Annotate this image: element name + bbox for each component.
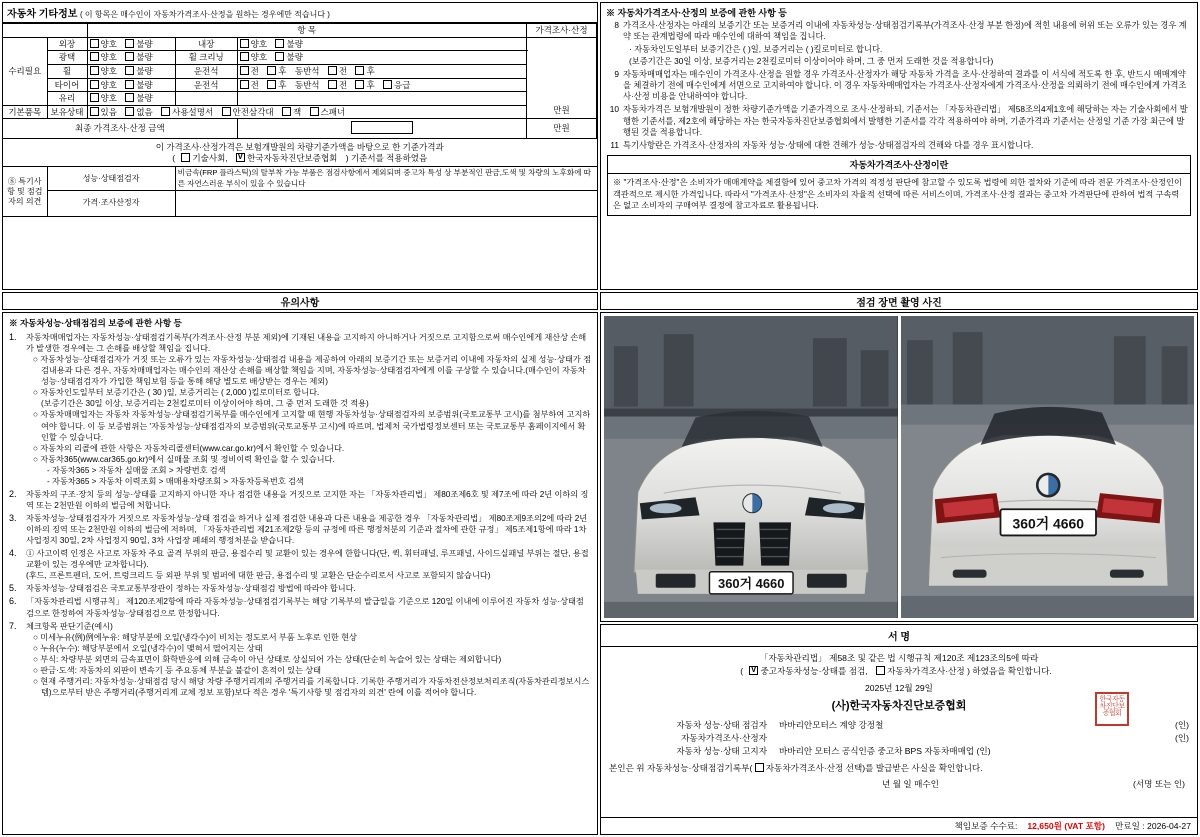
notice-item-1 (9, 332, 591, 354)
notice-item-2 (9, 489, 591, 511)
basis-line1: 이 가격조사·산정가격은 보험개발원의 차량기준가액을 바탕으로 한 기준가격과 (155, 142, 444, 152)
checkbox-tire-driver-rear[interactable] (267, 80, 276, 89)
label-basis-engineer: 기술사회, (192, 152, 228, 163)
unit-manwon: 만원 (553, 104, 570, 115)
col-price-header: 가격조사·산정 (527, 24, 597, 38)
front-plate-text: 360거 4660 (718, 575, 785, 591)
checkbox-tire-driver-front[interactable] (240, 80, 249, 89)
notice-sub-1-paren: (보증기간은 30일 이상, 보증거리는 2천킬로미터 이상이어야 하며, 그 중 먼저 도래한 것 적용) (41, 399, 369, 409)
criteria-1: ○ 미세누유(例)例에누유: 해당부분에 오일(냉각수)이 비치는 정도로서 부품 노후로 인한 현상 (33, 632, 591, 643)
photo-rear-view (901, 316, 1195, 618)
notice-item-3 (9, 513, 591, 546)
checkbox-basic-none[interactable] (125, 107, 134, 116)
label-price-appraisal: 자동차가격조사·산정 ) 하였음을 확인합니다. (887, 665, 1052, 676)
definition-body: ※ "가격조사·산정"은 소비자가 매매계약을 체결함에 있어 중고차 가격의 적정성 판단에 참고할 수 있도록 법령에 의한 절차와 기준에 따라 전문 가격조사·산정인이 객관적으로 제시한 가격입니다. 따라서 "가격조사·산정"은 소비자의 자율적 선택에 따른 서비스이며, 가격조사·산정 결과는 중고차 가격판단에 관하여 법적 구속력은 없고 소비자의 구매여부 결정에 참고자료로 활용됩니다. (613, 178, 1182, 211)
buyer-confirm-opt: 자동차가격조사·산정 선택)를 발급받은 사실을 확인합니다. (765, 762, 983, 773)
checkbox-tire-bad[interactable] (125, 80, 134, 89)
label-basic-manual: 사용설명서 (172, 106, 214, 117)
notice-item-7-number: 7. (9, 620, 17, 631)
label-wheel-pass-front: 전 (338, 65, 348, 76)
row-label-repair: 수리필요 (3, 37, 47, 105)
checkbox-wheelclean-good[interactable] (240, 52, 249, 61)
notice-sub-1-1: ○ 자동차성능·상태점검자가 거짓 또는 오류가 있는 자동차성능·상태점검 내용을 제공하여 아래의 보증기간 또는 보증거리 이내에 자동차의 실제 성능·상태가 점검내용과 다른 경우, 자동차매매업자는 매수인의 재산상 손해를 배상할 책임을 지며, 자동차성능·상태점검자에게 이를 구상할 수 있습니다.(매수인이 자동차성능·상태점검자가 가입한 책임보험 등을 통해 해당 별도로 배상받는 경우는 제외) (33, 354, 591, 387)
notice-item-4-number: 4. (9, 548, 17, 559)
text-wheel-passenger: 동반석 (294, 65, 320, 76)
warranty-heading: ※ 자동차가격조사·산정의 보증에 관한 사항 등 (606, 8, 787, 18)
other-vehicle-info-panel (2, 2, 598, 290)
warranty-item-11-text: 특기사항란은 가격조사·산정자의 자동차 성능·상태에 대한 견해가 성능·상태점검자의 견해와 다를 경우 표시합니다. (623, 139, 1034, 150)
checkbox-interior-bad[interactable] (275, 39, 284, 48)
price-appraisal-warranty-panel (600, 2, 1198, 290)
appraisal-definition-box (607, 155, 1191, 215)
checkbox-tire-pass-rear[interactable] (355, 80, 364, 89)
warranty-item-9-number: 9 (614, 68, 619, 79)
label-wheel-driver-front: 전 (250, 65, 259, 76)
panel-subtitle: ( 이 항목은 매수인이 자동차가격조사·산정을 원하는 경우에만 적습니다 ) (80, 10, 330, 19)
label-polish-good: 양호 (100, 52, 117, 63)
other-info-table (3, 23, 597, 217)
checkbox-wheel-pass-rear[interactable] (355, 66, 364, 75)
opinion-inspector-text: 비금속(FRP 플라스틱)의 탈부착 가능 부품은 점검사항에서 제외되며 중고차 특성 상 부분적인 판금,도색 및 차량의 노후화에 따른 자연스러운 부식이 있을 수 있습니다 (175, 167, 596, 191)
opinion-appraiser-label: 가격·조사산정자 (47, 190, 175, 216)
label-glass-bad: 불량 (136, 93, 153, 104)
text-wheel-driver: 운전석 (193, 65, 219, 76)
signer-label-notifier: 자동차 성능·상태 고지자 (676, 745, 767, 756)
org-name: (사)한국자동차진단보증협회 (831, 699, 967, 712)
checkbox-wheelclean-bad[interactable] (275, 52, 284, 61)
checkbox-wheel-driver-front[interactable] (240, 66, 249, 75)
checkbox-performance-check[interactable] (749, 666, 758, 675)
label-tire-bad: 불량 (136, 79, 153, 90)
checkbox-glass-good[interactable] (90, 93, 99, 102)
panel-header (3, 3, 597, 23)
fee-label: 책임보증 수수료: (954, 821, 1018, 831)
col-item-header: 항 목 (87, 24, 527, 38)
basis-line2[interactable] (11, 153, 589, 164)
label-exterior-bad: 불량 (136, 38, 153, 49)
label-basis-kaaa: 한국자동차진단보증협회 (247, 152, 338, 163)
photo-front-view (604, 316, 898, 618)
cell-wheel-options[interactable] (87, 64, 175, 78)
checkbox-polish-bad[interactable] (125, 52, 134, 61)
fee-expiry: 만료일 : 2026-04-27 (1114, 821, 1191, 831)
notice-item-5 (9, 583, 591, 594)
criteria-2: ○ 누유(누수): 해당부분에서 오일(냉각수)이 맺혀서 떨어지는 상태 (33, 643, 591, 654)
label-polish-bad: 불량 (136, 52, 153, 63)
notice-item-4 (9, 548, 591, 570)
signature-title: 서 명 (601, 625, 1197, 647)
cell-glass-empty1 (175, 92, 237, 106)
buyer-confirm-line[interactable] (609, 762, 1189, 775)
checkbox-exterior-good[interactable] (90, 39, 99, 48)
label-tire-good: 양호 (100, 79, 117, 90)
warranty-item-11 (607, 140, 1191, 151)
opinion-appraiser-text (175, 190, 596, 216)
signer-label-inspector: 자동차 성능·상태 점검자 (676, 720, 767, 731)
checkbox-wheel-bad[interactable] (125, 66, 134, 75)
cell-tire-label: 타이어 (47, 78, 87, 92)
label-tire-driver-front: 전 (250, 79, 259, 90)
signature-paren-open: ( (740, 665, 744, 676)
label-tire-driver-rear: 후 (278, 79, 287, 90)
checkbox-basic-spanner[interactable] (310, 107, 319, 116)
label-basic-spanner: 스패너 (320, 106, 346, 117)
warranty-item-11-number: 11 (610, 139, 619, 150)
checkbox-exterior-bad[interactable] (125, 39, 134, 48)
label-basic-jack: 잭 (293, 106, 302, 117)
criteria-4: ○ 판금·도색: 자동차의 외판이 변속기 등 주요동체 부분을 불같이 흔적이 있는 상태 (33, 665, 591, 676)
final-amount-unit: 만원 (527, 119, 597, 139)
row-label-basic: 기본품목 (3, 105, 47, 119)
basis-explain (3, 139, 597, 167)
buyer-date-line: 년 월 일 매수인 (882, 778, 939, 789)
cell-tire-driver-label: 운전석 (175, 78, 237, 92)
label-glass-good: 양호 (100, 93, 117, 104)
cell-glass-label: 유리 (47, 92, 87, 106)
photo-section-title: 점검 장면 촬영 사진 (856, 297, 942, 309)
checkbox-interior-good[interactable] (240, 39, 249, 48)
signer-value-inspector: 바바리안모터스 계양 강정철 (779, 720, 884, 731)
notice-sub-1-4: ○ 자동차의 리콜에 관한 사항은 자동차리콜센터(www.car.go.kr)에서 확인할 수 있습니다. (33, 443, 591, 454)
criteria-5: ○ 현재 주행거리: 자동차성능·상태점검 당시 해당 차량 주행거리계의 주행거리를 기록합니다. 기록한 주행거리가 자동차전산정보처리조직(자동차관리정보시스템)으로부터 받은 주행거리(주행거리계 교체 정보 포함)보다 적은 경우 '특기사항 및 점검자의 의견' 란에 이를 적어야 합니다. (33, 676, 591, 698)
org-line (609, 695, 1189, 718)
label-wheel-pass-rear: 후 (366, 65, 375, 76)
cell-tire-positions[interactable] (237, 78, 526, 92)
checkbox-tire-good[interactable] (90, 80, 99, 89)
cell-wheelclean-label: 휠 크리닝 (175, 51, 237, 65)
notice-item-6 (9, 596, 591, 618)
warranty-item-9 (607, 69, 1191, 103)
row-label-opinion: ⑧ 특기사항 및 점검자의 의견 (3, 167, 47, 217)
cell-wheelclean-options[interactable] (237, 51, 526, 65)
signature-date: 2025년 12월 29일 (865, 682, 933, 693)
cell-basic-options[interactable] (87, 105, 527, 119)
label-interior-good: 양호 (250, 38, 268, 49)
label-tire-pass-rear: 후 (366, 79, 375, 90)
official-seal-stamp: 한국자동차진단보증협회 (1095, 692, 1129, 726)
final-amount-input[interactable] (237, 119, 526, 139)
signer-seal-appraiser: (인) (1174, 733, 1189, 744)
notice-dash-1: - 자동차365 > 자동차 실매물 조회 > 차량번호 검색 (47, 465, 226, 475)
cell-glass-empty2 (237, 92, 526, 106)
notice-sub-1-2: ○ 자동차인도일부터 보증기간은 ( 30 )일, 보증거리는 ( 2,000 )킬로미터로 합니다. (33, 387, 591, 398)
signer-row-notifier (609, 745, 1189, 758)
signer-value-appraiser (779, 732, 1155, 745)
label-wheel-bad: 불량 (136, 65, 153, 76)
text-tire-passenger: 동반석 (294, 79, 320, 90)
notice-body (2, 312, 598, 835)
signature-law-line1: 「자동차관리법」 제58조 및 같은 법 시행규칙 제120조 제123조의5에 따라 (759, 653, 1039, 663)
label-interior-bad: 불량 (286, 38, 303, 49)
checkbox-wheel-pass-front[interactable] (328, 66, 337, 75)
price-col-unit (527, 37, 597, 119)
signer-row-appraiser (609, 732, 1189, 745)
label-wheelclean-bad: 불량 (286, 52, 303, 63)
notice-item-5-text: 자동차성능·상태점검은 국토교통부장관이 정하는 자동차성능·상태점검 방법에 따라야 합니다. (26, 584, 356, 594)
rear-plate-text: 360거 4660 (1011, 515, 1084, 532)
warranty-item-8 (607, 20, 1191, 42)
warranty-item-10 (607, 104, 1191, 138)
label-basic-triangle: 안전삼각대 (232, 106, 274, 117)
signer-seal-inspector: (인) (1174, 720, 1189, 731)
cell-wheel-positions[interactable] (237, 64, 526, 78)
notice-item-1-number: 1. (9, 332, 17, 342)
notice-section-title: 유의사항 (280, 297, 320, 309)
checkbox-polish-good[interactable] (90, 52, 99, 61)
label-basic-none: 없음 (136, 106, 153, 117)
criteria-3: ○ 부식: 차량부분 외면의 금속표면이 화학반응에 의해 금속이 아닌 상태로 상실되어 가는 상태(단순히 녹슬어 있는 상태는 제외합니다) (33, 654, 591, 665)
label-basic-have: 있음 (100, 106, 117, 117)
buyer-confirm-pre: 본인은 위 자동차성능·상태점검기록부( (609, 762, 753, 773)
signature-panel (600, 624, 1198, 835)
cell-interior-options[interactable] (237, 37, 526, 51)
checkbox-tire-pass-front[interactable] (328, 80, 337, 89)
warranty-sub-1: · 자동차인도일부터 보증기간은 ( )일, 보증거리는 ( )킬로미터로 합니다. (629, 44, 883, 55)
notice-item-2-number: 2. (9, 488, 17, 499)
notice-item-5-number: 5. (9, 583, 17, 594)
signer-label-appraiser: 자동차가격조사·산정자 (681, 733, 767, 744)
label-tire-pass-front: 전 (338, 79, 348, 90)
warranty-item-10-text: 자동차가격은 보험개발원이 정한 차량기준가액을 기준가격으로 조사·산정하되, 기준서는 「자동차관리법」 제58조의4제1호에 해당하는 자는 기술사회에서 발행한 기준서를, 제2호에 해당하는 자는 한국자동차진단보증협회에서 발행한 기준서를 각각 적용하여야 하며, 기준가격과 기준서는 산정일 기준 가장 최근에 발행된 것을 적용합니다. (623, 104, 1188, 137)
checkbox-glass-bad[interactable] (125, 93, 134, 102)
label-exterior-good: 양호 (100, 38, 117, 49)
notice-sub-1-5: ○ 자동차365(www.car365.go.kr)에서 실매물 조회 및 정비이력 확인을 할 수 있습니다. (33, 454, 591, 465)
notice-section-header (2, 292, 598, 310)
checkbox-basic-have[interactable] (90, 107, 99, 116)
fee-value: 12,650원 (VAT 포함) (1027, 821, 1105, 831)
signature-law-line2[interactable] (609, 665, 1189, 678)
checkbox-price-appraisal[interactable] (876, 666, 885, 675)
cell-wheel-driver-label (175, 64, 237, 78)
notice-item-3-text: 자동차성능·상태점검자가 거짓으로 자동차성능·상태 점검을 하거나 실제 점검한 내용과 다른 내용을 제공한 경우 「자동차관리법」 제80조제9조의2에 따라 2년 이하의 징역 또는 2천만원 이하의 벌금에 저하며, 「자동차관리법 제21조제2항 등의 규정에 따른 행정처분의 기준과 절차에 관한 규정」 제5조제1항에 따라 1차 사업정지 30일, 2차 사업정지 90일, 3차 사업장 폐쇄의 행정처분을 받습니다. (26, 514, 588, 546)
notice-item-4b (9, 570, 591, 581)
photo-section-header (600, 292, 1198, 310)
warranty-item-8-number: 8 (614, 20, 619, 30)
cell-tire-options[interactable] (87, 78, 175, 92)
warranty-item-8-text: 가격조사·산정자는 아래의 보증기간 또는 보증거리 이내에 자동차성능·상태점검기록부(가격조사·산정 부분 한정)에 적힌 내용에 허위 또는 오류가 있는 경우 계약 또는 관계법령에 따라 매수인에 대하여 책임을 집니다. (623, 20, 1187, 42)
buyer-sign-row (609, 778, 1189, 791)
notice-item-4b-text: (후드, 프론트펜더, 도어, 트렁크리드 등 외판 부위 및 범퍼에 대한 판금, 용접수리 및 교환은 단순수리로서 사고로 포함되지 않습니다) (26, 571, 491, 581)
panel-title: 자동차 기타정보 (7, 9, 78, 20)
col-blank (3, 24, 87, 38)
notice-item-4-text: ① 사고이력 인정은 사고로 자동차 주요 골격 부위의 판금, 용접수리 및 교환이 있는 경우에 한합니다(단, 퀵, 휘터패널, 루프패널, 사이드실패널 부위는 절단, 용접 교환이 있는 경우에만 교차합니다). (26, 549, 589, 570)
label-wheel-driver-rear: 후 (278, 65, 287, 76)
notice-item-1-text: 자동차매매업자는 자동차성능·상태점검기록부(가격조사·산정 부분 제외)에 기재된 내용을 고지하지 아니하거나 거짓으로 고지함으로써 매수인에게 재산상 손해가 발생한 경우에는 그 손해를 배상할 책임을 집니다. (26, 333, 587, 354)
final-amount-box[interactable] (351, 121, 413, 134)
notice-item-6-text: 「자동차관리법 시행규칙」 제120조제2항에 따라 자동차성능·상태점검기록부는 해당 기록부의 발급일을 기준으로 120일 이내에 이루어진 자동차 성능·상태점검으로 한정하여 자동차성능·상태점검으로 한정합니다. (26, 597, 584, 618)
inspection-photos-panel (600, 312, 1198, 622)
label-tire-spare: 응급 (394, 79, 411, 90)
cell-glass-options[interactable] (87, 92, 175, 106)
label-wheelclean-good: 양호 (250, 52, 268, 63)
checkbox-basis-engineer[interactable] (181, 153, 190, 162)
cell-wheel-label: 휠 (47, 64, 87, 78)
cell-exterior-options[interactable] (87, 37, 175, 51)
checkbox-wheel-driver-rear[interactable] (267, 66, 276, 75)
notice-item-7-text: 체크항목 판단기준(예시) (26, 621, 113, 631)
fee-bar (601, 817, 1197, 834)
notice-dash-2: - 자동차365 > 자동차 이력조회 > 매매용차량조회 > 자동차등록번호 검색 (47, 476, 304, 486)
notice-sub-1-3: ○ 자동차매매업자는 자동차 자동차성능·상태점검기록부를 매수인에게 고지할 때 현행 자동차성능·상태점검자의 보증범위(국토교통부 고시)를 첨부하여 고지하여야 합니다. 이 등 보증범위는 '자동차성능·상태점검자의 보증범위(국토교통부 고시)에 따르며, 법제처 국가법령정보센터 또는 국토교통부 홈페이지에서 확인할 수 있습니다. (33, 409, 591, 442)
cell-polish-options[interactable] (87, 51, 175, 65)
checkbox-basic-manual[interactable] (161, 107, 170, 116)
checkbox-tire-spare[interactable] (383, 80, 392, 89)
definition-title: 자동차가격조사·산정이란 (608, 156, 1190, 174)
buyer-sign-label: (서명 또는 인) (1132, 778, 1185, 789)
cell-polish-label: 광택 (47, 51, 87, 65)
cell-exterior-label: 외장 (47, 37, 87, 51)
checkbox-wheel-good[interactable] (90, 66, 99, 75)
checkbox-basic-jack[interactable] (282, 107, 291, 116)
basis-tail: ) 기준서를 적용하였음 (345, 152, 428, 163)
final-amount-label: 최종 가격조사·산정 금액 (3, 119, 237, 139)
warranty-item-10-number: 10 (609, 104, 619, 115)
cell-basic-label: 보유상태 (47, 105, 87, 119)
label-wheel-good: 양호 (100, 65, 117, 76)
notice-heading: ※ 자동차성능·상태점검의 보증에 관한 사항 등 (9, 318, 182, 328)
notice-item-7 (9, 621, 591, 632)
cell-interior-label: 내장 (175, 37, 237, 51)
opinion-inspector-label: 성능·상태점검자 (47, 167, 175, 191)
checkbox-basic-triangle[interactable] (222, 107, 231, 116)
notice-item-4b-number (9, 570, 26, 581)
notice-item-2-text: 자동차의 구조·장치 등의 성능·상태를 고지하지 아니한 자나 점검한 내용을 거짓으로 고지한 자는 「자동차관리법」 제80조제6호 및 제7조에 따라 2년 이하의 징역 또는 2천만원 이하의 벌금에 처합니다. (26, 489, 589, 510)
label-performance-check: 중고자동차성능·상태를 점검, (760, 665, 868, 676)
checkbox-basis-kaaa[interactable] (236, 153, 245, 162)
notice-item-6-number: 6. (9, 596, 17, 607)
warranty-item-9-text: 자동차매매업자는 매수인이 가격조사·산정을 원할 경우 가격조사·산정자가 해당 자동차 가격을 조사·산정하여 결과를 이 서식에 적도록 한 후, 반드시 매매계약을 체결하기 전에 매수인에게 서면으로 고지하여야 합니다. 이 경우 자동차매매업자는 가격조사·산정자에게 가격조사·산정을 의뢰하기 전에 매수인에게 가격조사·산정 비용을 안내하여야 합니다. (623, 68, 1187, 102)
checkbox-appraisal-selected[interactable] (755, 763, 764, 772)
warranty-sub-2: (보증기간은 30일 이상, 보증거리는 2천킬로미터 이상이어야 하며, 그 중 먼저 도래한 것을 적용합니다) (629, 55, 994, 66)
signer-value-notifier: 바바리안 모터스 공식인증 중고차 BPS 자동차매매업 (인) (779, 745, 991, 756)
notice-item-3-number: 3. (9, 513, 17, 523)
basis-paren-open: ( (172, 152, 176, 163)
